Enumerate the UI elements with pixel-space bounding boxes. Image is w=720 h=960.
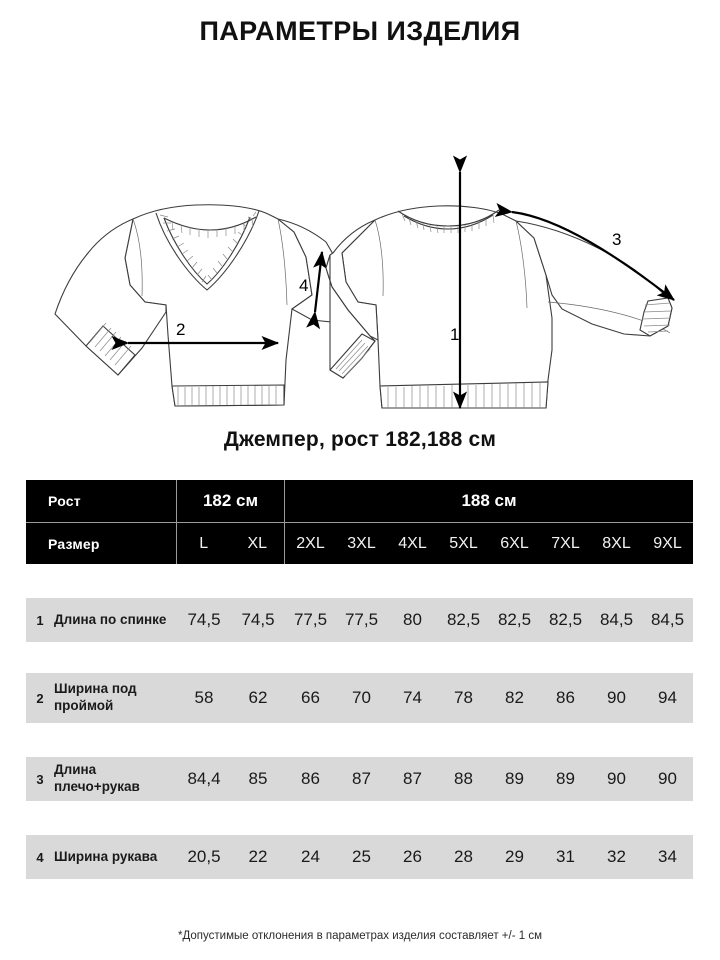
value-cell: 77,5 (344, 610, 379, 629)
dimension-label-2: 2 (176, 320, 186, 339)
dimension-label-3: 3 (612, 230, 622, 249)
table-row (26, 673, 693, 723)
header-sizes-188 (285, 523, 693, 564)
value-cell: 70 (352, 688, 371, 707)
value-cell: 74,5 (187, 610, 221, 629)
value-cell: 82,5 (446, 610, 481, 629)
value-cell: 82 (505, 688, 524, 707)
row-values-182 (177, 835, 285, 879)
header-size-cell: 3XL (347, 534, 376, 552)
front-view-sweater (55, 205, 345, 406)
table-header (26, 480, 693, 564)
value-cell: 87 (352, 769, 371, 788)
value-cell: 84,4 (187, 769, 221, 788)
value-cell: 86 (556, 688, 575, 707)
size-chart-table (26, 480, 693, 879)
row-label: Ширина под проймой (54, 681, 137, 713)
value-cell: 34 (658, 847, 677, 866)
header-label-height: Рост (26, 480, 177, 522)
value-cell: 88 (454, 769, 473, 788)
row-label: Длина плечо+рукав (54, 762, 140, 794)
value-cell: 31 (556, 847, 575, 866)
value-cell: 66 (301, 688, 320, 707)
product-illustration (0, 90, 720, 410)
value-cell: 89 (556, 769, 575, 788)
row-index: 2 (36, 690, 44, 706)
row-index: 3 (36, 771, 44, 787)
row-values-188 (285, 835, 693, 879)
row-values-188 (285, 757, 693, 801)
value-cell: 29 (505, 847, 524, 866)
tolerance-footnote: *Допустимые отклонения в параметрах изделия составляет +/- 1 см (178, 930, 542, 942)
value-cell: 94 (658, 688, 677, 707)
value-cell: 24 (301, 847, 320, 866)
value-cell: 84,5 (599, 610, 634, 629)
row-values-188 (285, 598, 693, 642)
value-cell: 77,5 (293, 610, 328, 629)
header-row-size (26, 522, 693, 564)
row-values-182 (177, 673, 285, 723)
sweater-technical-drawing (0, 90, 720, 410)
dimension-label-4: 4 (299, 276, 309, 295)
value-cell: 90 (607, 688, 626, 707)
product-subtitle: Джемпер, рост 182,188 см (223, 428, 497, 451)
back-view-sweater (326, 172, 674, 408)
header-label-size: Размер (26, 523, 177, 564)
header-size-cell: L (199, 534, 209, 552)
row-index: 1 (36, 612, 44, 628)
table-body (26, 598, 693, 879)
table-row (26, 598, 693, 642)
header-size-cell: 8XL (602, 534, 631, 552)
value-cell: 20,5 (187, 847, 221, 866)
dimension-label-1: 1 (450, 325, 460, 344)
table-row (26, 835, 693, 879)
row-values-182 (177, 757, 285, 801)
value-cell: 32 (607, 847, 626, 866)
value-cell: 74 (403, 688, 422, 707)
value-cell: 28 (454, 847, 473, 866)
value-cell: 89 (505, 769, 524, 788)
header-size-cell: 2XL (296, 534, 325, 552)
value-cell: 25 (352, 847, 371, 866)
value-cell: 87 (403, 769, 422, 788)
value-cell: 85 (248, 769, 268, 788)
header-group-182: 182 см (177, 480, 285, 522)
header-size-cell: 7XL (551, 534, 580, 552)
value-cell: 78 (454, 688, 473, 707)
value-cell: 90 (658, 769, 677, 788)
page-title: ПАРАМЕТРЫ ИЗДЕЛИЯ (199, 16, 521, 46)
value-cell: 90 (607, 769, 626, 788)
row-index: 4 (36, 849, 44, 865)
value-cell: 86 (301, 769, 320, 788)
row-label: Длина по спинке (54, 611, 167, 627)
value-cell: 62 (248, 688, 268, 707)
value-cell: 58 (194, 688, 214, 707)
value-cell: 80 (403, 610, 422, 629)
value-cell: 22 (248, 847, 268, 866)
header-size-cell: 4XL (398, 534, 427, 552)
header-size-cell: XL (247, 534, 268, 552)
value-cell: 74,5 (241, 610, 275, 629)
header-size-cell: 9XL (653, 534, 682, 552)
value-cell: 26 (403, 847, 422, 866)
value-cell: 82,5 (548, 610, 583, 629)
row-values-188 (285, 673, 693, 723)
header-size-cell: 6XL (500, 534, 529, 552)
header-size-cell: 5XL (449, 534, 478, 552)
header-row-height (26, 480, 693, 522)
header-sizes-182 (177, 523, 285, 564)
row-label: Ширина рукава (54, 848, 158, 864)
value-cell: 82,5 (497, 610, 532, 629)
row-values-182 (177, 598, 285, 642)
value-cell: 84,5 (650, 610, 685, 629)
table-row (26, 757, 693, 801)
header-group-188: 188 см (461, 491, 517, 510)
